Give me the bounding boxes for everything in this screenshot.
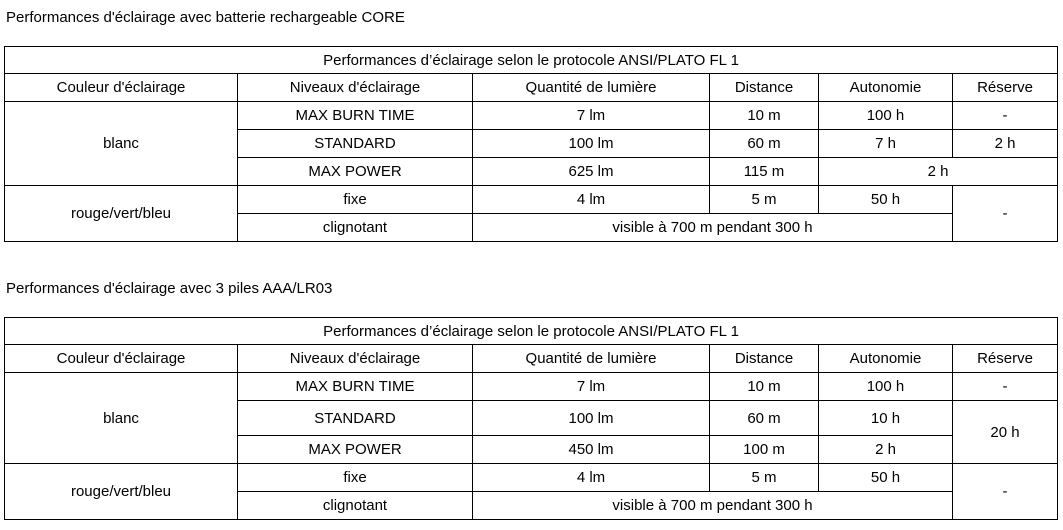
reserve-cell: - xyxy=(953,102,1058,130)
reserve-cell: - xyxy=(953,464,1058,520)
level-cell: MAX POWER xyxy=(238,158,473,186)
distance-cell: 100 m xyxy=(710,436,819,464)
autonomy-reserve-cell: 2 h xyxy=(819,158,1058,186)
table-row xyxy=(5,464,1058,492)
table-title: Performances d’éclairage selon le protocole ANSI/PLATO FL 1 xyxy=(5,47,1058,74)
autonomy-cell: 10 h xyxy=(819,401,953,436)
autonomy-cell: 2 h xyxy=(819,436,953,464)
level-cell: fixe xyxy=(238,464,473,492)
level-cell: STANDARD xyxy=(238,401,473,436)
lumens-cell: 450 lm xyxy=(473,436,710,464)
header-cell: Autonomie xyxy=(819,74,953,102)
table-title: Performances d’éclairage selon le protocole ANSI/PLATO FL 1 xyxy=(5,318,1058,345)
header-row xyxy=(5,74,1058,102)
reserve-cell: 2 h xyxy=(953,130,1058,158)
level-cell: STANDARD xyxy=(238,130,473,158)
color-cell: blanc xyxy=(5,373,238,464)
lumens-cell: 4 lm xyxy=(473,464,710,492)
header-cell: Niveaux d'éclairage xyxy=(238,345,473,373)
distance-cell: 60 m xyxy=(710,401,819,436)
level-cell: clignotant xyxy=(238,214,473,242)
color-cell: rouge/vert/bleu xyxy=(5,464,238,520)
lumens-cell: 4 lm xyxy=(473,186,710,214)
table-row xyxy=(5,373,1058,401)
level-cell: MAX BURN TIME xyxy=(238,373,473,401)
lumens-cell: 625 lm xyxy=(473,158,710,186)
header-cell: Quantité de lumière xyxy=(473,74,710,102)
table-caption: Performances d'éclairage avec 3 piles AAA/LR03 xyxy=(6,280,333,297)
color-cell: blanc xyxy=(5,102,238,186)
level-cell: MAX POWER xyxy=(238,436,473,464)
performance-table-core-battery xyxy=(4,46,1058,242)
lumens-cell: 100 lm xyxy=(473,130,710,158)
visibility-cell: visible à 700 m pendant 300 h xyxy=(473,492,953,520)
lumens-cell: 100 lm xyxy=(473,401,710,436)
level-cell: clignotant xyxy=(238,492,473,520)
header-cell: Autonomie xyxy=(819,345,953,373)
distance-cell: 5 m xyxy=(710,464,819,492)
autonomy-cell: 100 h xyxy=(819,102,953,130)
lumens-cell: 7 lm xyxy=(473,102,710,130)
header-cell: Couleur d'éclairage xyxy=(5,345,238,373)
table-row xyxy=(5,186,1058,214)
header-row xyxy=(5,345,1058,373)
header-cell: Distance xyxy=(710,74,819,102)
header-cell: Réserve xyxy=(953,74,1058,102)
level-cell: fixe xyxy=(238,186,473,214)
reserve-cell: - xyxy=(953,186,1058,242)
distance-cell: 60 m xyxy=(710,130,819,158)
reserve-cell: 20 h xyxy=(953,401,1058,464)
color-cell: rouge/vert/bleu xyxy=(5,186,238,242)
distance-cell: 10 m xyxy=(710,373,819,401)
level-cell: MAX BURN TIME xyxy=(238,102,473,130)
autonomy-cell: 50 h xyxy=(819,464,953,492)
header-cell: Quantité de lumière xyxy=(473,345,710,373)
autonomy-cell: 7 h xyxy=(819,130,953,158)
autonomy-cell: 100 h xyxy=(819,373,953,401)
lumens-cell: 7 lm xyxy=(473,373,710,401)
distance-cell: 10 m xyxy=(710,102,819,130)
performance-table-aaa-batteries xyxy=(4,317,1058,520)
table-row xyxy=(5,102,1058,130)
visibility-cell: visible à 700 m pendant 300 h xyxy=(473,214,953,242)
header-cell: Couleur d'éclairage xyxy=(5,74,238,102)
header-cell: Réserve xyxy=(953,345,1058,373)
distance-cell: 5 m xyxy=(710,186,819,214)
distance-cell: 115 m xyxy=(710,158,819,186)
reserve-cell: - xyxy=(953,373,1058,401)
autonomy-cell: 50 h xyxy=(819,186,953,214)
header-cell: Niveaux d'éclairage xyxy=(238,74,473,102)
table-caption: Performances d'éclairage avec batterie rechargeable CORE xyxy=(6,9,405,26)
header-cell: Distance xyxy=(710,345,819,373)
